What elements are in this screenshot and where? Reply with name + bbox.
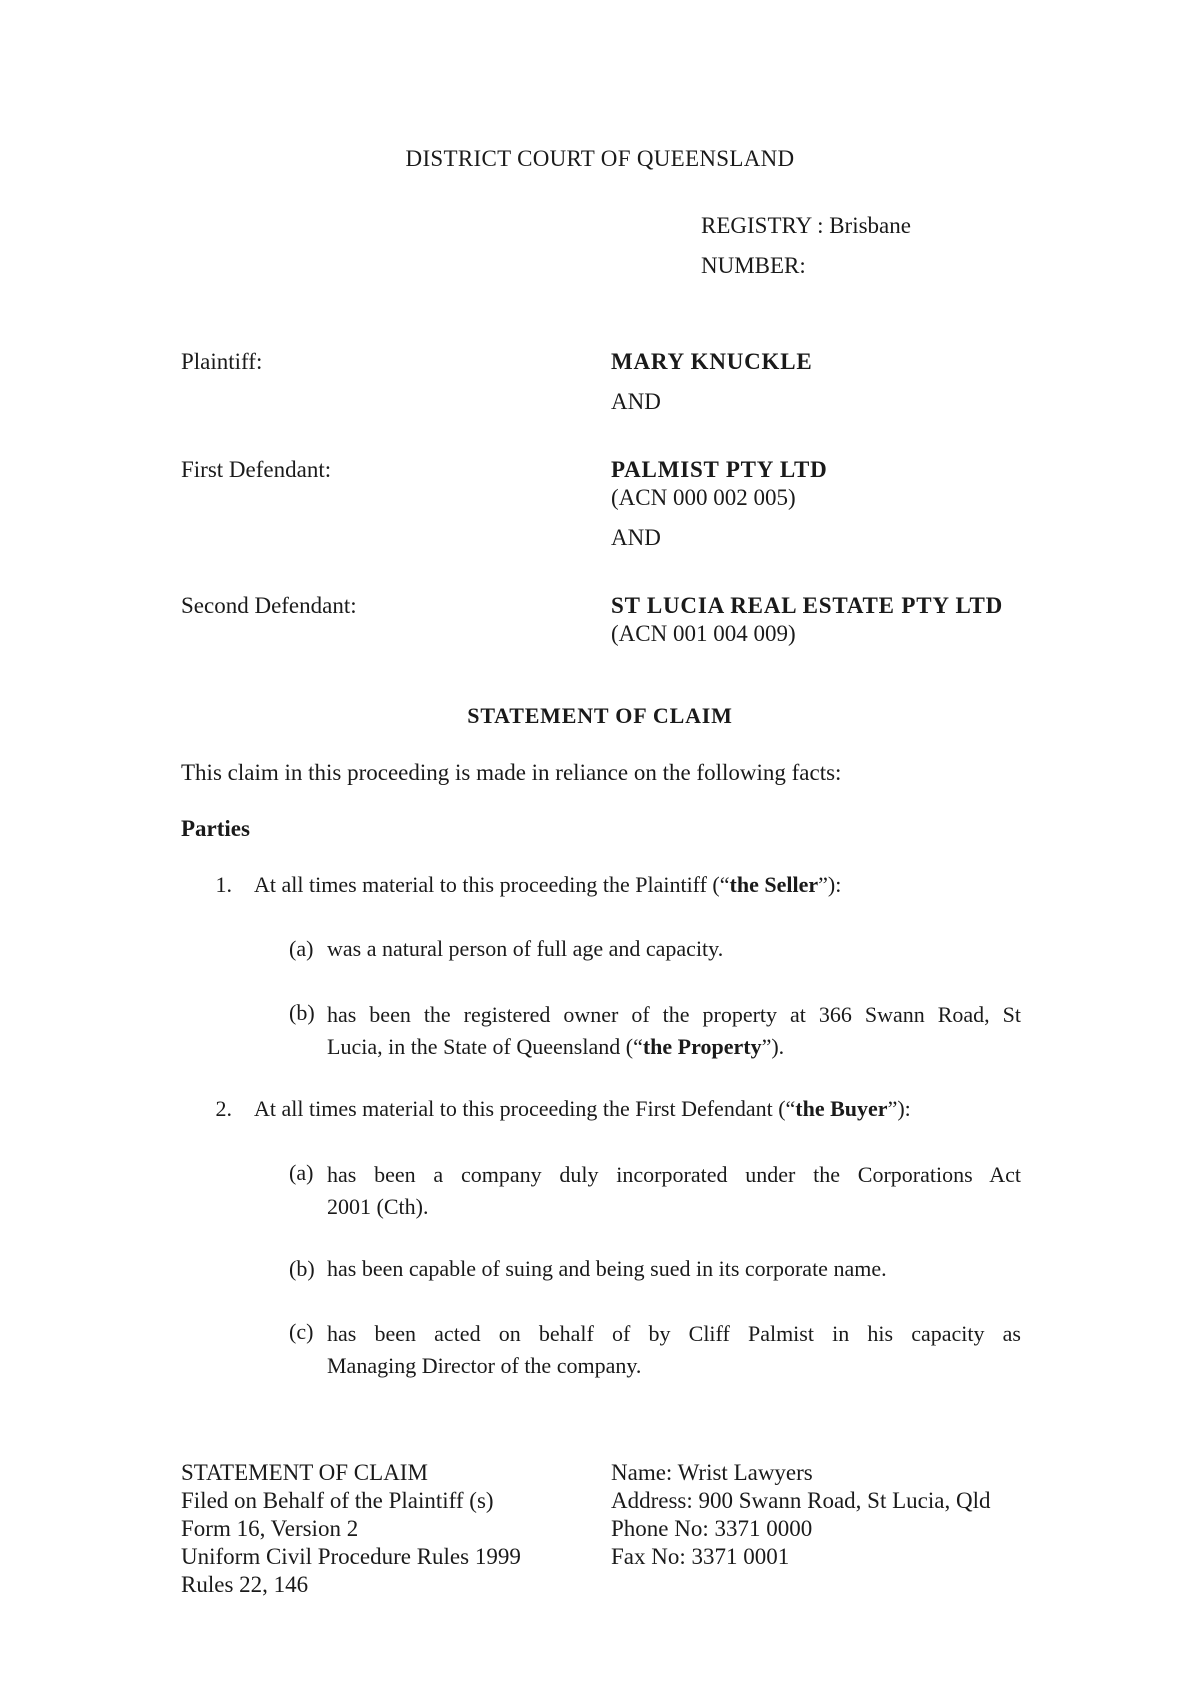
number-line: NUMBER:	[701, 253, 806, 278]
statement-title: STATEMENT OF CLAIM	[467, 703, 733, 728]
defined-term-buyer: the Buyer	[795, 1096, 888, 1121]
plaintiff-label: Plaintiff:	[181, 349, 263, 374]
second-defendant-name: ST LUCIA REAL ESTATE PTY LTD	[611, 593, 1004, 618]
paragraph-2b-text: has been capable of suing and being sued in its corporate name.	[327, 1256, 887, 1281]
paragraph-1-text: At all times material to this proceeding the Plaintiff (“the Seller”):	[254, 872, 842, 897]
paragraph-1a-label: (a)	[289, 936, 314, 961]
paragraph-2a-label: (a)	[289, 1160, 314, 1185]
paragraph-2c-label: (c)	[289, 1319, 314, 1344]
footer-left-line: Filed on Behalf of the Plaintiff (s)	[181, 1488, 494, 1513]
paragraph-1a-text: was a natural person of full age and capacity.	[327, 936, 724, 961]
court-title: DISTRICT COURT OF QUEENSLAND	[405, 146, 795, 171]
paragraph-1-number: 1.	[215, 872, 232, 897]
footer-filing-details	[181, 1459, 521, 1599]
paragraph-1b-label: (b)	[289, 1000, 315, 1025]
paragraph-2c-text: has been acted on behalf of by Cliff Palmist in his capacity as Managing Director of the company.	[327, 1321, 1021, 1378]
footer-right-line: Phone No: 3371 0000	[611, 1516, 813, 1541]
first-defendant-acn: (ACN 000 002 005)	[611, 485, 796, 510]
defined-term-property: the Property	[642, 1034, 762, 1059]
paragraph-1b-text: has been the registered owner of the property at 366 Swann Road, St Lucia, in the State of Queensland (“the Property”).	[327, 1002, 1021, 1059]
defined-term-seller: the Seller	[729, 872, 819, 897]
footer-solicitor-details	[611, 1459, 990, 1571]
footer-right-line: Name: Wrist Lawyers	[611, 1460, 813, 1485]
footer-left-line: Uniform Civil Procedure Rules 1999	[181, 1544, 521, 1569]
registry-line: REGISTRY : Brisbane	[701, 213, 911, 238]
footer-left-line: STATEMENT OF CLAIM	[181, 1460, 428, 1485]
second-defendant-acn: (ACN 001 004 009)	[611, 621, 796, 646]
footer-right-line: Address: 900 Swann Road, St Lucia, Qld	[611, 1488, 991, 1513]
first-defendant-label: First Defendant:	[181, 457, 332, 482]
intro-text: This claim in this proceeding is made in reliance on the following facts:	[181, 760, 842, 785]
and-separator-2: AND	[611, 525, 661, 550]
second-defendant-label: Second Defendant:	[181, 593, 357, 618]
first-defendant-name: PALMIST PTY LTD	[611, 457, 828, 482]
paragraph-2b-label: (b)	[289, 1256, 315, 1281]
footer-right-line: Fax No: 3371 0001	[611, 1544, 790, 1569]
plaintiff-name: MARY KNUCKLE	[611, 349, 813, 374]
and-separator-1: AND	[611, 389, 661, 414]
footer-left-line: Form 16, Version 2	[181, 1516, 359, 1541]
section-heading-parties: Parties	[181, 816, 250, 841]
paragraph-2-text: At all times material to this proceeding the First Defendant (“the Buyer”):	[254, 1096, 911, 1121]
paragraph-2-number: 2.	[215, 1096, 232, 1121]
paragraph-2a-text: has been a company duly incorporated under the Corporations Act 2001 (Cth).	[327, 1162, 1021, 1219]
footer-left-line: Rules 22, 146	[181, 1572, 309, 1597]
